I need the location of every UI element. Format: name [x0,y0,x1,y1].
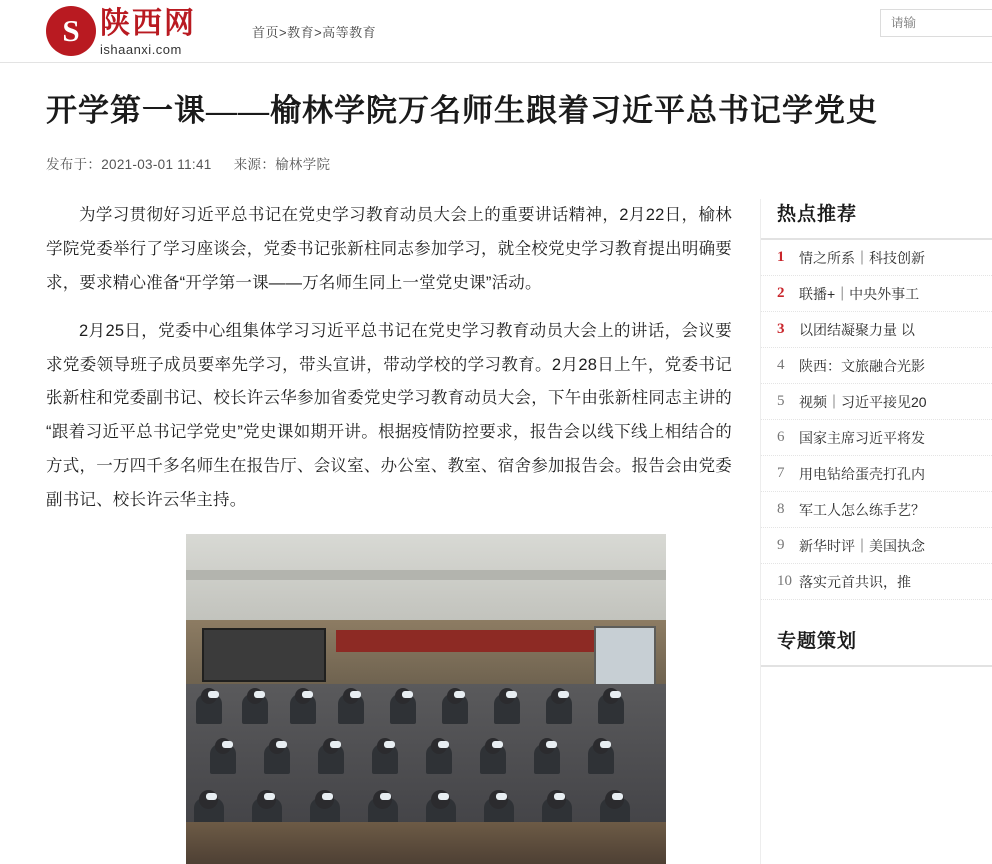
list-item[interactable] [761,492,992,528]
list-item-label: 情之所系｜科技创新 [799,249,925,266]
list-item-label: 用电钻给蛋壳打孔内 [799,465,925,482]
photo-red-banner [336,630,636,652]
article-header [0,63,992,173]
list-item[interactable] [761,528,992,564]
article-source: 来源：榆林学院 [233,157,331,173]
sidebar-hot-list [761,240,992,600]
rank-number: 5 [777,393,785,410]
rank-number: 2 [777,285,785,302]
photo-projection-screen [202,628,326,682]
list-item[interactable] [761,564,992,600]
rank-number: 7 [777,465,785,482]
breadcrumb[interactable]: 首页>教育>高等教育 [252,24,377,40]
sidebar-special-title: 专题策划 [761,626,992,667]
list-item-label: 新华时评｜美国执念 [799,537,925,554]
site-header [0,0,992,63]
article-paragraph: 为学习贯彻好习近平总书记在党史学习教育动员大会上的重要讲话精神，2月22日，榆林学院党委举行了学习座谈会，党委书记张新柱同志参加学习，就全校党史学习教育提出明确要求，要求精心准备“开学第一课——万名师生同上一堂党史课”活动。 [46,206,732,292]
article-photo [186,534,666,864]
list-item[interactable] [761,276,992,312]
photo-ceiling [186,534,666,620]
photo-window [594,626,656,688]
article-body [0,199,760,863]
rank-number: 6 [777,429,785,446]
logo-chinese-name: 陕西网 [100,6,196,40]
list-item[interactable] [761,348,992,384]
rank-number: 8 [777,501,785,518]
rank-number: 9 [777,537,785,554]
list-item-label: 落实元首共识，推 [799,573,911,590]
article-paragraph: 2月25日，党委中心组集体学习习近平总书记在党史学习教育动员大会上的讲话，会议要求党委领导班子成员要率先学习，带头宣讲，带动学校的学习教育。2月28日上午，党委书记张新柱和党委副书记、校长许云华参加省委党史学习教育动员大会，下午由张新柱同志主讲的“跟着习近平总书记学党史”党史课如期开讲。根据疫情防控要求，报告会以线下线上相结合的方式，一万四千多名师生在报告厅、会议室、办公室、教室、宿舍参加报告会。报告会由党委副书记、校长许云华主持。 [46,321,732,509]
logo-text [100,7,196,56]
list-item-label: 视频｜习近平接见20 [799,393,927,410]
site-logo[interactable] [46,5,236,57]
rank-number: 10 [777,573,792,590]
article-meta [46,153,946,173]
list-item[interactable] [761,456,992,492]
search-input[interactable] [889,15,992,31]
photo-front-desk [186,822,666,864]
list-item-label: 联播+｜中央外事工 [799,285,920,302]
photo-seat-row [186,690,666,724]
publish-time: 发布于：2021-03-01 11:41 [46,157,212,173]
list-item[interactable] [761,312,992,348]
list-item-label: 以团结凝聚力量 以 [799,321,915,338]
list-item-label: 军工人怎么练手艺？ [799,501,925,518]
sidebar [760,199,992,863]
list-item[interactable] [761,240,992,276]
logo-icon: S [46,6,96,56]
list-item[interactable] [761,420,992,456]
rank-number: 4 [777,357,785,374]
rank-number: 3 [777,321,785,338]
list-item[interactable] [761,384,992,420]
page-title: 开学第一课——榆林学院万名师生跟着习近平总书记学党史 [46,93,878,128]
rank-number: 1 [777,249,785,266]
logo-domain: ishaanxi.com [100,41,182,57]
search-box[interactable] [880,9,992,37]
sidebar-hot-title: 热点推荐 [761,199,992,240]
content-wrapper [0,173,992,863]
list-item-label: 陕西：文旅融合光影 [799,357,925,374]
list-item-label: 国家主席习近平将发 [799,429,925,446]
